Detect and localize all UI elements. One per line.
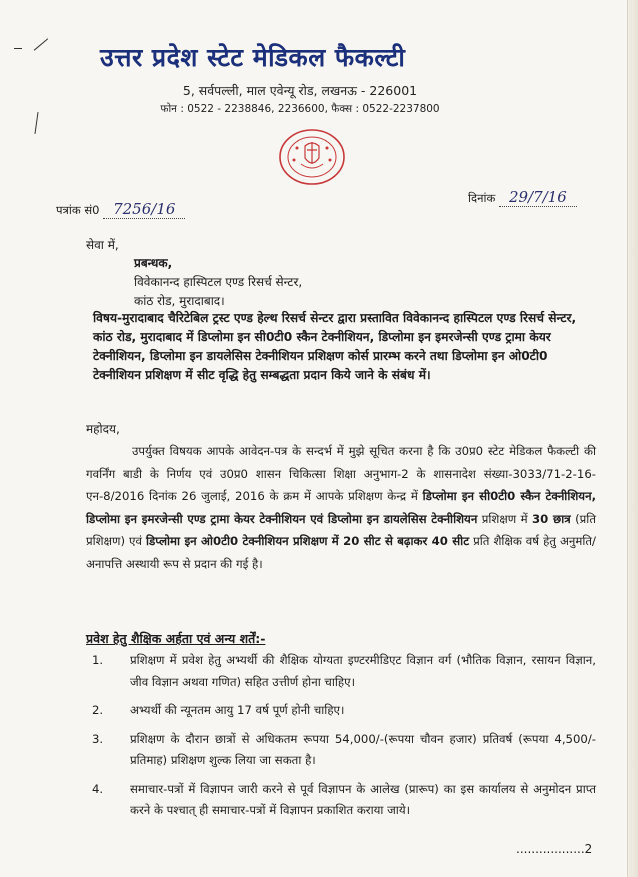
body-text: प्रशिक्षण में xyxy=(481,511,528,526)
item-number: 4. xyxy=(92,781,104,796)
list-item xyxy=(86,729,596,772)
recipient-line: कांठ रोड, मुरादाबाद। xyxy=(134,294,225,308)
date-label: दिनांक xyxy=(468,191,496,205)
conditions-list xyxy=(86,650,596,829)
item-text: प्रशिक्षण में प्रवेश हेतु अभ्यर्थी की शैक्षिक योग्यता इण्टरमीडिएट विज्ञान वर्ग (भौतिक विज्ञान, रसायन विज्ञान, जीव विज्ञान अथवा गणित) सहित उत्तीर्ण होना चाहिए। xyxy=(130,653,596,689)
body-bold-text: 30 छात्र xyxy=(531,511,571,526)
reference-value: 7256/16 xyxy=(103,200,185,219)
conditions-title: प्रवेश हेतु शैक्षिक अर्हता एवं अन्य शर्तें:- xyxy=(86,631,266,646)
body-text: प्रति शैक्षिक वर्ष हेतु अनुमति/अनापत्ति अस्थायी रूप से प्रदान की गई है। xyxy=(86,534,596,571)
list-item xyxy=(86,700,596,722)
body-paragraph xyxy=(86,440,596,575)
pen-mark xyxy=(14,48,22,49)
recipient-title: प्रबन्धक, xyxy=(134,256,173,270)
item-text: अभ्यर्थी की न्यूनतम आयु 17 वर्ष पूर्ण होनी चाहिए। xyxy=(130,703,345,717)
org-address: 5, सर्वपल्ली, माल एवेन्यू रोड, लखनऊ - 226001 xyxy=(182,83,418,98)
emblem-seal-icon xyxy=(277,128,347,186)
item-number: 3. xyxy=(92,731,104,746)
pen-mark xyxy=(34,38,49,50)
org-phone: फोन : 0522 - 2238846, 2236600, फैक्स : 0522-2237800 xyxy=(160,103,440,115)
greeting: महोदय, xyxy=(86,422,120,436)
item-text: समाचार-पत्रों में विज्ञापन जारी करने से पूर्व विज्ञापन के आलेख (प्रारूप) का इस कार्यालय से अनुमोदन प्राप्त करने के पश्चात् ही समाचार-पत्रों में विज्ञापन प्रकाशित कराया जाये। xyxy=(130,781,596,817)
item-text: प्रशिक्षण के दौरान छात्रों से अधिकतम रूपया 54,000/-(रूपया चौवन हजार) प्रतिवर्ष (रूपया 4,500/-प्रतिमाह) प्रशिक्षण शुल्क लिया जा सकता है। xyxy=(130,731,596,767)
page-continuation-marker: ..................2 xyxy=(516,842,593,856)
date-value: 29/7/16 xyxy=(499,188,577,207)
reference-label: पत्रांक सं0 xyxy=(56,203,100,217)
body-bold-text: डिप्लोमा इन सी0टी0 स्कैन टेक्नीशियन, डिप्लोमा इन इमरजेन्सी एण्ड ट्रामा केयर टेक्नीशियन एवं डिप्लोमा इन डायलेसिस टेक्नीशियन xyxy=(86,489,597,526)
item-number: 1. xyxy=(92,653,104,667)
body-text: उपर्युक्त विषयक आपके आवेदन-पत्र के सन्दर्भ में मुझे सूचित करना है कि उ0प्र0 स्टेट मेडिकल फैकल्टी की गवर्निंग बाडी के निर्णय एवं उ0प्र0 शासन चिकित्सा शिक्षा अनुभाग-2 के शासनादेश संख्या-3033/71-2-16-एन-8/2016 दिनांक 26 जुलाई, 2016 के क्रम में आपके प्रशिक्षण केन्द्र में xyxy=(86,444,596,503)
recipient-line: विवेकानन्द हास्पिटल एण्ड रिसर्च सेन्टर, xyxy=(134,275,303,289)
recipient-address xyxy=(134,254,302,311)
item-number: 2. xyxy=(92,703,104,717)
paper-edge xyxy=(627,0,638,877)
pen-mark xyxy=(34,112,38,134)
salutation: सेवा में, xyxy=(86,238,119,252)
subject: विषय-मुरादाबाद चैरिटेबिल ट्रस्ट एण्ड हेल्थ रिसर्च सेन्टर द्वारा प्रस्तावित विवेकानन्द हास्पिटल एण्ड रिसर्च सेन्टर, कांठ रोड, मुरादाबाद में डिप्लोमा इन सी0टी0 स्कैन टेक्नीशियन, डिप्लोमा इन इमरजेन्सी एण्ड ट्रामा केयर टेक्नीशियन, डिप्लोमा इन डायलेसिस टेक्नीशियन प्रशिक्षण कोर्स प्रारम्भ करने तथा डिप्लोमा इन ओ0टी0 टेक्नीशियन प्रशिक्षण में सीट वृद्धि हेतु सम्बद्धता प्रदान किये जाने के संबंध में। xyxy=(93,311,577,382)
list-item xyxy=(86,650,596,693)
body-bold-text: डिप्लोमा इन ओ0टी0 टेक्नीशियन प्रशिक्षण में 20 सीट से बढ़ाकर 40 सीट xyxy=(146,534,470,548)
reference-number xyxy=(56,200,185,218)
list-item xyxy=(86,779,596,822)
org-name: उत्तर प्रदेश स्टेट मेडिकल फैकल्टी xyxy=(100,43,406,72)
body-text: (प्रति प्रशिक्षण) एवं xyxy=(86,511,596,548)
letter-date xyxy=(468,188,577,206)
